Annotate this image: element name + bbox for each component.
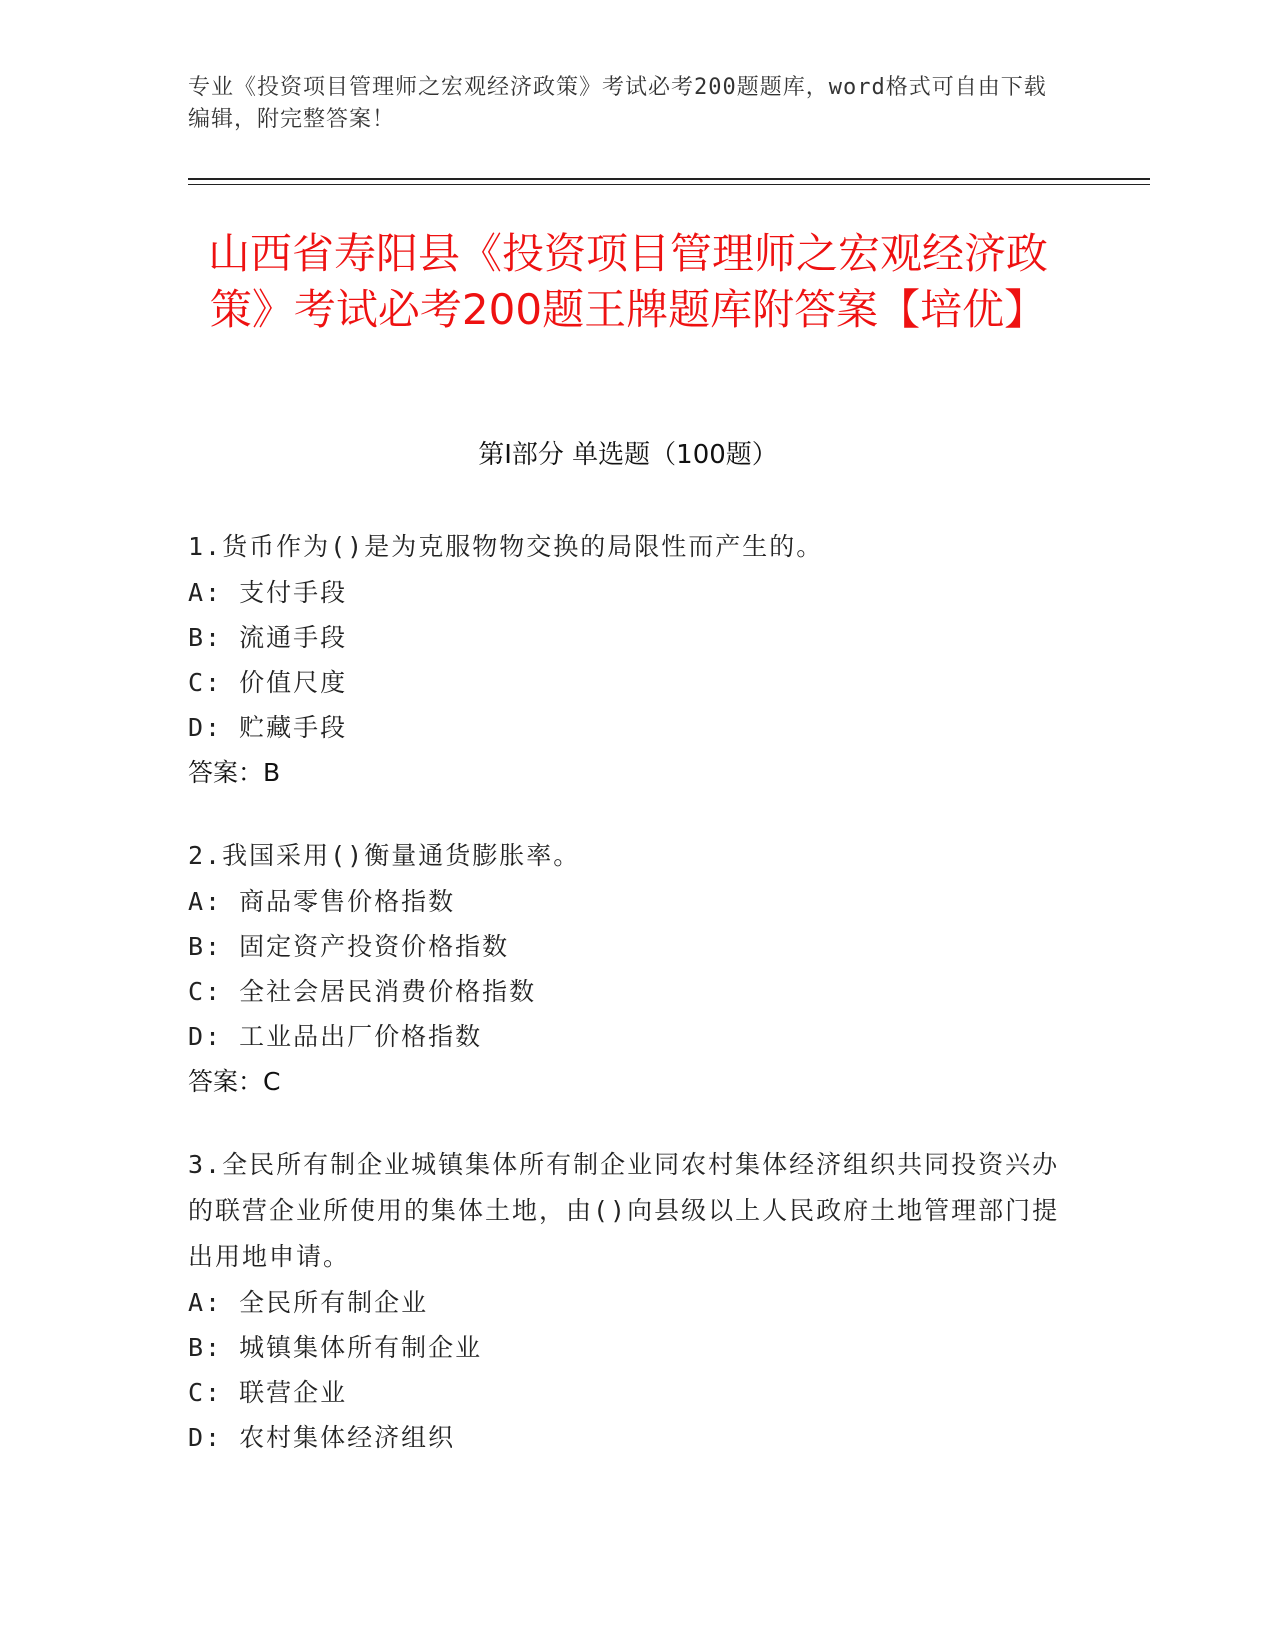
option-b: B: 流通手段	[188, 623, 348, 652]
answer: 答案：C	[188, 1067, 281, 1096]
option-b: B: 固定资产投资价格指数	[188, 932, 510, 961]
option-a: A: 支付手段	[188, 578, 348, 607]
question-stem: 2.我国采用()衡量通货膨胀率。	[188, 841, 581, 870]
option-c: C: 联营企业	[188, 1378, 348, 1407]
question-stem: 3.全民所有制企业城镇集体所有制企业同农村集体经济组织共同投资兴办的联营企业所使用的集体土地，由()向县级以上人民政府土地管理部门提出用地申请。	[188, 1150, 1060, 1271]
header-note: 专业《投资项目管理师之宏观经济政策》考试必考200题题库，word格式可自由下载编辑，附完整答案！	[188, 75, 1047, 132]
option-a: A: 全民所有制企业	[188, 1288, 429, 1317]
option-a: A: 商品零售价格指数	[188, 887, 456, 916]
option-d: D: 农村集体经济组织	[188, 1423, 456, 1452]
question-1	[188, 524, 1068, 796]
question-3	[188, 1142, 1068, 1460]
option-c: C: 全社会居民消费价格指数	[188, 977, 537, 1006]
option-b: B: 城镇集体所有制企业	[188, 1333, 483, 1362]
header-rule-thin	[188, 184, 1150, 185]
answer: 答案：B	[188, 758, 281, 787]
section-heading: 第I部分 单选题（100题）	[478, 440, 778, 470]
option-d: D: 工业品出厂价格指数	[188, 1022, 483, 1051]
header-rule-thick	[188, 178, 1150, 180]
question-2	[188, 833, 1068, 1105]
question-list	[188, 524, 1068, 1497]
option-d: D: 贮藏手段	[188, 713, 348, 742]
option-c: C: 价值尺度	[188, 668, 348, 697]
question-stem: 1.货币作为()是为克服物物交换的局限性而产生的。	[188, 532, 824, 561]
document-title: 山西省寿阳县《投资项目管理师之宏观经济政策》考试必考200题王牌题库附答案【培优】	[207, 229, 1048, 334]
